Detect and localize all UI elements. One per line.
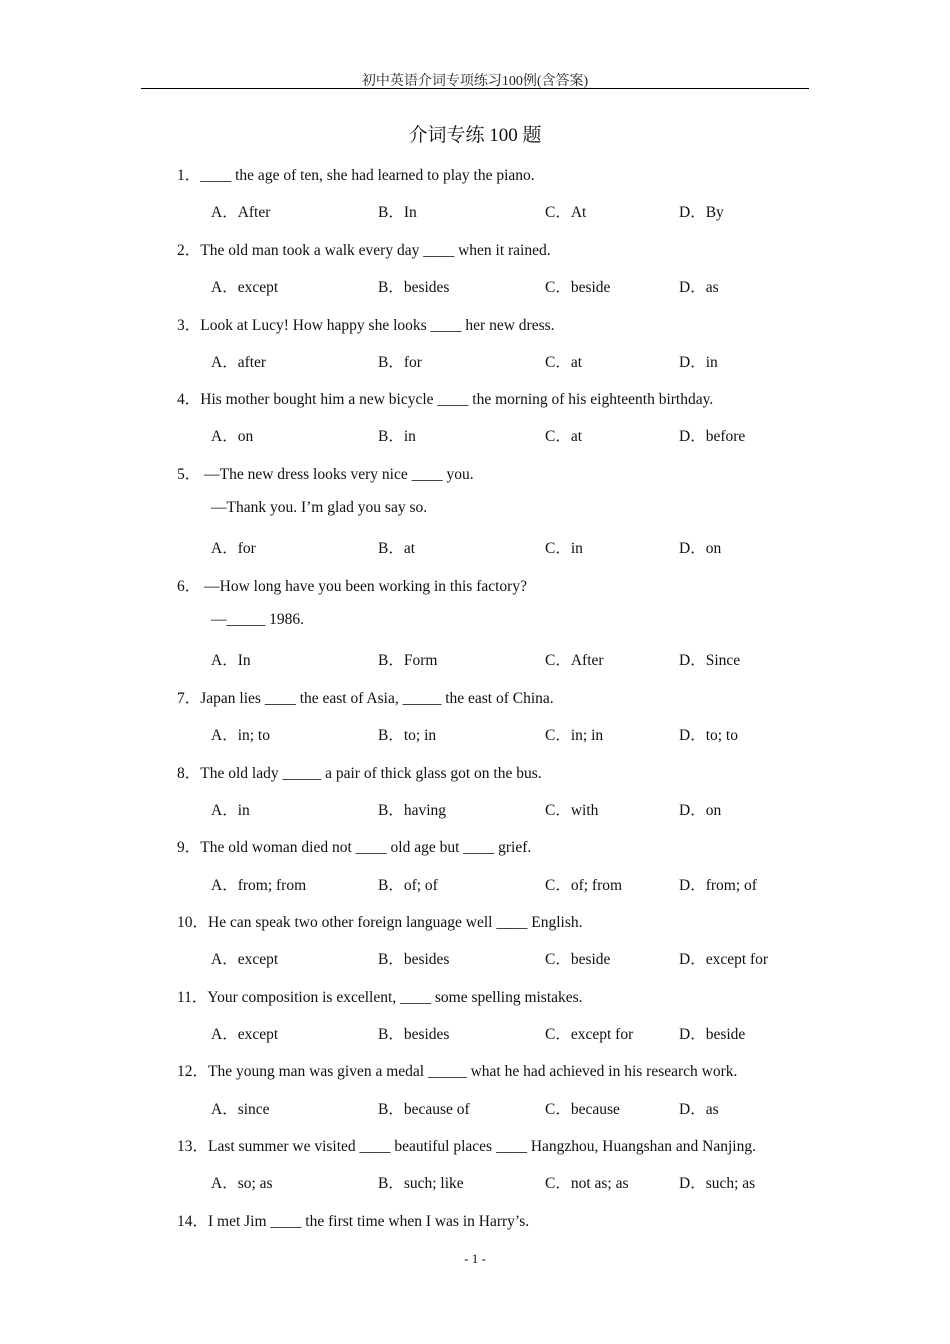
question-2-option-b: B．besides xyxy=(378,279,450,296)
question-11-option-b: B．besides xyxy=(378,1026,450,1043)
question-5-option-a: A．for xyxy=(211,540,256,557)
question-4-option-a: A．on xyxy=(211,428,254,445)
question-4-option-d: D．before xyxy=(679,428,746,445)
page-number: - 1 - xyxy=(464,1251,486,1266)
question-9-stem: 9．The old woman died not ____ old age but ____ grief. xyxy=(177,839,532,856)
question-10-option-c: C．beside xyxy=(545,951,611,968)
question-2-option-d: D．as xyxy=(679,279,719,296)
question-12-option-a: A．since xyxy=(211,1101,270,1118)
question-3-option-c: C．at xyxy=(545,354,583,371)
question-3-option-d: D．in xyxy=(679,354,718,371)
question-10-stem: 10．He can speak two other foreign language well ____ English. xyxy=(177,914,583,931)
question-10-option-d: D．except for xyxy=(679,951,769,968)
page-title: 介词专练 100 题 xyxy=(408,125,542,146)
question-6-option-a: A．In xyxy=(211,652,251,669)
question-5-reply: —Thank you. I’m glad you say so. xyxy=(211,499,428,516)
question-8-option-a: A．in xyxy=(211,802,250,819)
question-12-stem: 12．The young man was given a medal _____ what he had achieved in his research work. xyxy=(177,1063,738,1080)
question-1-stem: 1．____ the age of ten, she had learned to play the piano. xyxy=(177,167,535,184)
question-13-option-d: D．such; as xyxy=(679,1175,756,1192)
question-14-stem: 14．I met Jim ____ the first time when I was in Harry’s. xyxy=(177,1213,530,1230)
question-5-stem: 5． —The new dress looks very nice ____ you. xyxy=(177,466,474,483)
question-6-option-d: D．Since xyxy=(679,652,741,669)
question-3-option-b: B．for xyxy=(378,354,422,371)
question-12-option-d: D．as xyxy=(679,1101,719,1118)
question-9-option-b: B．of; of xyxy=(378,877,438,894)
question-7-stem: 7．Japan lies ____ the east of Asia, _____ the east of China. xyxy=(177,690,554,707)
question-5-option-b: B．at xyxy=(378,540,416,557)
question-11-stem: 11．Your composition is excellent, ____ some spelling mistakes. xyxy=(177,989,583,1006)
question-12-option-c: C．because xyxy=(545,1101,620,1118)
question-8-option-d: D．on xyxy=(679,802,722,819)
question-13-option-b: B．such; like xyxy=(378,1175,464,1192)
question-6-option-b: B．Form xyxy=(378,652,438,669)
question-9-option-a: A．from; from xyxy=(211,877,307,894)
question-1-option-d: D．By xyxy=(679,204,724,221)
question-9-option-d: D．from; of xyxy=(679,877,757,894)
question-9-option-c: C．of; from xyxy=(545,877,623,894)
question-13-option-c: C．not as; as xyxy=(545,1175,629,1192)
question-11-option-c: C．except for xyxy=(545,1026,634,1043)
question-6-stem: 6． —How long have you been working in this factory? xyxy=(177,578,527,595)
question-12-option-b: B．because of xyxy=(378,1101,470,1118)
question-5-option-c: C．in xyxy=(545,540,583,557)
question-4-option-c: C．at xyxy=(545,428,583,445)
question-7-option-b: B．to; in xyxy=(378,727,437,744)
question-8-option-b: B．having xyxy=(378,802,447,819)
question-10-option-a: A．except xyxy=(211,951,279,968)
question-1-option-b: B．In xyxy=(378,204,417,221)
question-3-option-a: A．after xyxy=(211,354,267,371)
question-2-option-a: A．except xyxy=(211,279,279,296)
question-8-option-c: C．with xyxy=(545,802,599,819)
question-10-option-b: B．besides xyxy=(378,951,450,968)
question-7-option-c: C．in; in xyxy=(545,727,604,744)
question-1-option-c: C．At xyxy=(545,204,587,221)
header-rule xyxy=(141,88,809,89)
question-2-option-c: C．beside xyxy=(545,279,611,296)
question-4-stem: 4．His mother bought him a new bicycle ____ the morning of his eighteenth birthday. xyxy=(177,391,714,408)
question-3-stem: 3．Look at Lucy! How happy she looks ____ her new dress. xyxy=(177,317,555,334)
question-13-option-a: A．so; as xyxy=(211,1175,273,1192)
question-1-option-a: A．After xyxy=(211,204,271,221)
question-7-option-a: A．in; to xyxy=(211,727,270,744)
question-4-option-b: B．in xyxy=(378,428,416,445)
running-header: 初中英语介词专项练习100例(含答案) xyxy=(361,74,589,89)
question-2-stem: 2．The old man took a walk every day ____ when it rained. xyxy=(177,242,551,259)
question-11-option-d: D．beside xyxy=(679,1026,746,1043)
question-6-option-c: C．After xyxy=(545,652,604,669)
question-7-option-d: D．to; to xyxy=(679,727,738,744)
question-5-option-d: D．on xyxy=(679,540,722,557)
question-13-stem: 13．Last summer we visited ____ beautiful places ____ Hangzhou, Huangshan and Nanjing. xyxy=(177,1138,756,1155)
question-8-stem: 8．The old lady _____ a pair of thick glass got on the bus. xyxy=(177,765,542,782)
question-11-option-a: A．except xyxy=(211,1026,279,1043)
question-6-reply: —_____ 1986. xyxy=(211,611,304,628)
